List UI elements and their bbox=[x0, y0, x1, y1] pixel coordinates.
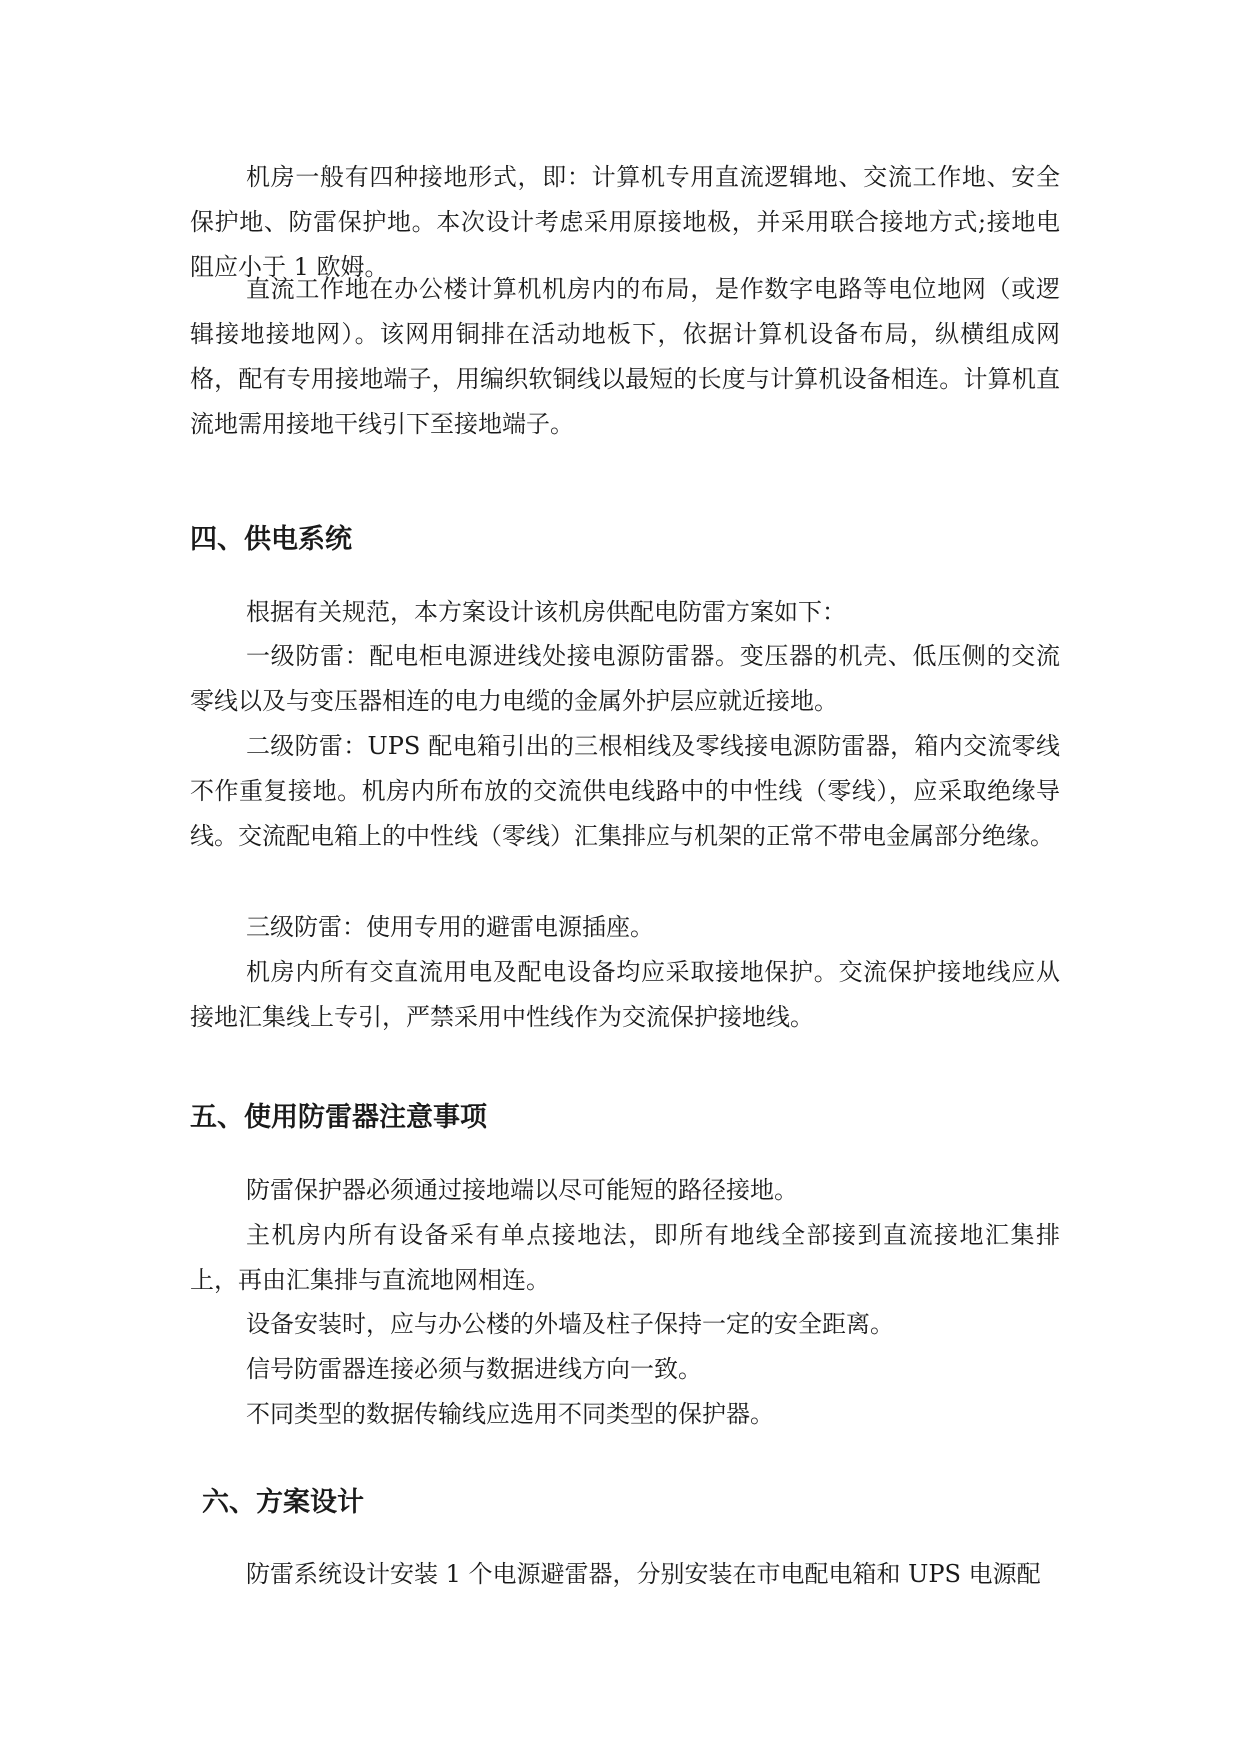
paragraph-arrester-note-4: 信号防雷器连接必须与数据进线方向一致。 bbox=[246, 1355, 702, 1383]
paragraph-dc-ground-layout: 直流工作地在办公楼计算机机房内的布局，是作数字电路等电位地网（或逻辑接地接地网）。该网用铜排在活动地板下，依据计算机设备布局，纵横组成网格，配有专用接地端子，用编织软铜线以最短的长度与计算机设备相连。计算机直流地需用接地干线引下至接地端子。 bbox=[190, 275, 1060, 438]
heading-power-supply: 四、供电系统 bbox=[190, 524, 352, 555]
paragraph-arrester-note-2: 主机房内所有设备采有单点接地法，即所有地线全部接到直流接地汇集排上，再由汇集排与直流地网相连。 bbox=[190, 1221, 1060, 1294]
paragraph-arrester-note-5: 不同类型的数据传输线应选用不同类型的保护器。 bbox=[246, 1400, 774, 1428]
heading-scheme-design: 六、方案设计 bbox=[202, 1487, 364, 1518]
paragraph-equipment-grounding: 机房内所有交直流用电及配电设备均应采取接地保护。交流保护接地线应从接地汇集线上专引，严禁采用中性线作为交流保护接地线。 bbox=[190, 958, 1060, 1031]
paragraph-level1-protection: 一级防雷：配电柜电源进线处接电源防雷器。变压器的机壳、低压侧的交流零线以及与变压器相连的电力电缆的金属外护层应就近接地。 bbox=[190, 642, 1060, 715]
paragraph-level2-protection: 二级防雷：UPS 配电箱引出的三根相线及零线接电源防雷器，箱内交流零线不作重复接地。机房内所布放的交流供电线路中的中性线（零线），应采取绝缘导线。交流配电箱上的中性线（零线）汇集排应与机架的正常不带电金属部分绝缘。 bbox=[190, 732, 1060, 850]
paragraph-power-intro: 根据有关规范，本方案设计该机房供配电防雷方案如下： bbox=[246, 598, 846, 626]
paragraph-arrester-note-1: 防雷保护器必须通过接地端以尽可能短的路径接地。 bbox=[246, 1176, 798, 1204]
paragraph-arrester-note-3: 设备安装时，应与办公楼的外墙及柱子保持一定的安全距离。 bbox=[246, 1310, 894, 1338]
heading-arrester-notes: 五、使用防雷器注意事项 bbox=[190, 1102, 487, 1133]
paragraph-grounding-forms: 机房一般有四种接地形式，即：计算机专用直流逻辑地、交流工作地、安全保护地、防雷保护地。本次设计考虑采用原接地极，并采用联合接地方式;接地电阻应小于 1 欧姆。 bbox=[190, 163, 1060, 281]
paragraph-scheme-design: 防雷系统设计安装 1 个电源避雷器，分别安装在市电配电箱和 UPS 电源配 bbox=[246, 1560, 1041, 1588]
paragraph-level3-protection: 三级防雷：使用专用的避雷电源插座。 bbox=[246, 913, 654, 941]
